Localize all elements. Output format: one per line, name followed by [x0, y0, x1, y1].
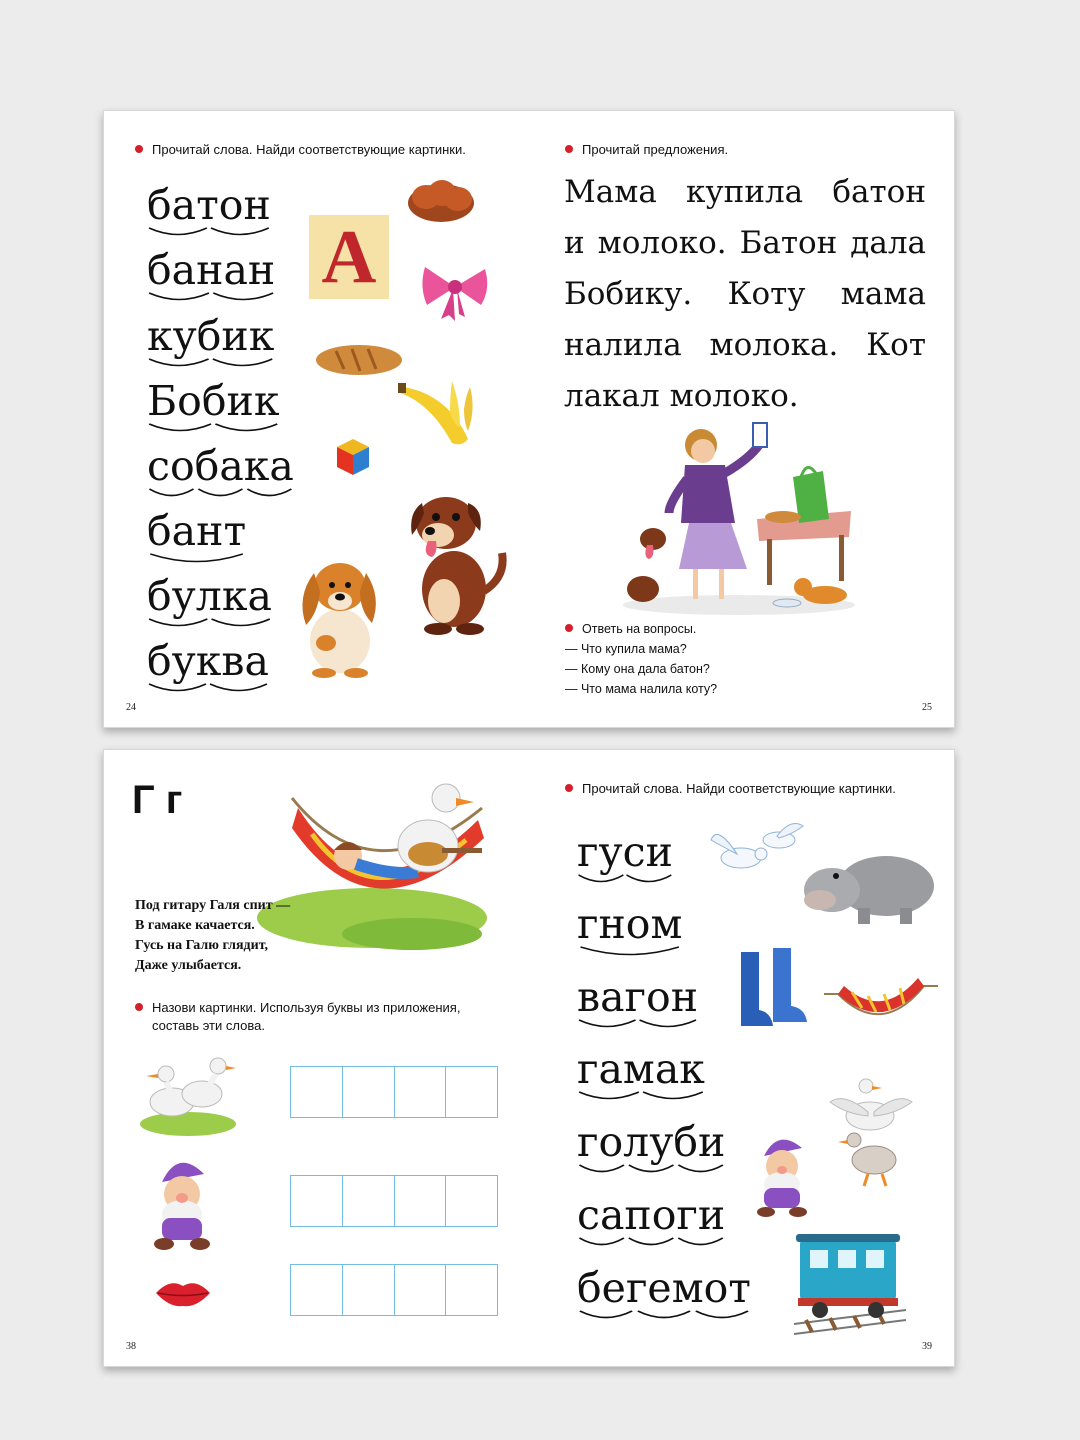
book-spread-1 — [103, 110, 955, 728]
book-spread-2 — [103, 749, 955, 1367]
letter-cell[interactable] — [291, 1265, 343, 1315]
question-line: — Что купила мама? — [565, 642, 687, 656]
geese-illustration — [138, 1046, 238, 1138]
bullet-icon — [565, 624, 573, 632]
hammock-illustration — [822, 968, 940, 1030]
syllable-arcs — [577, 1162, 725, 1178]
mother-feeding-pets-illustration — [619, 419, 859, 615]
instruction-text: Прочитай слова. Найди соответствующие картинки. — [582, 781, 896, 796]
paragraph-line: и молоко. Батон дала — [564, 225, 926, 261]
letter-grid[interactable] — [290, 1264, 498, 1316]
instruction-read-words — [565, 781, 896, 796]
paragraph-line: Мама купила батон — [564, 174, 926, 210]
syllable-arcs — [577, 944, 682, 960]
letter-cell[interactable] — [343, 1176, 395, 1226]
letter-cell[interactable] — [446, 1265, 497, 1315]
gnome-illustration — [142, 1152, 222, 1252]
syllable-arcs — [577, 1235, 725, 1251]
instruction-name-pictures — [135, 999, 460, 1035]
paragraph-line: лакал молоко. — [564, 378, 799, 414]
question-line: — Кому она дала батон? — [565, 662, 710, 676]
letter-cell[interactable] — [395, 1176, 447, 1226]
reading-word: сапоги — [577, 1195, 725, 1236]
page-number: 39 — [922, 1341, 932, 1352]
hippo-illustration — [802, 846, 940, 926]
syllable-arcs — [147, 225, 271, 241]
syllable-arcs — [147, 616, 272, 632]
reading-word: булка — [147, 576, 272, 617]
reading-paragraph — [564, 167, 926, 422]
reading-word: гном — [577, 904, 682, 945]
boots-illustration — [737, 948, 811, 1032]
reading-word: собака — [147, 446, 294, 487]
letter-cell[interactable] — [343, 1265, 395, 1315]
syllable-arcs — [147, 356, 274, 372]
geese-illustration — [824, 1072, 916, 1190]
questions-block — [565, 619, 717, 699]
lips-illustration — [154, 1278, 212, 1308]
questions-title: Ответь на вопросы. — [565, 619, 717, 639]
poem-line: Гусь на Галю глядит, — [135, 938, 269, 953]
instruction-read-sentences — [565, 142, 728, 157]
banana-illustration — [390, 373, 482, 449]
letter-cell[interactable] — [446, 1067, 497, 1117]
bow-illustration — [419, 259, 491, 321]
hammock-goose-illustration — [252, 768, 520, 952]
syllable-arcs — [147, 681, 269, 697]
letter-cell[interactable] — [395, 1265, 447, 1315]
page-number: 25 — [922, 702, 932, 713]
instruction-text: Прочитай слова. Найди соответствующие картинки. — [152, 142, 466, 157]
paragraph-line: налила молока. Кот — [564, 327, 926, 363]
poem-line: Под гитару Галя спит — — [135, 898, 291, 913]
syllable-arcs — [147, 421, 279, 437]
reading-word: батон — [147, 185, 271, 226]
cube-illustration — [333, 437, 373, 477]
paragraph-line: Бобику. Коту мама — [564, 276, 926, 312]
letter-grid[interactable] — [290, 1175, 498, 1227]
syllable-arcs — [577, 1017, 698, 1033]
reading-word: голуби — [577, 1122, 725, 1163]
instruction-text: Прочитай предложения. — [582, 142, 729, 157]
instruction-read-words — [135, 142, 466, 157]
letter-cell[interactable] — [343, 1067, 395, 1117]
letter-cell[interactable] — [291, 1067, 343, 1117]
page-number: 38 — [126, 1341, 136, 1352]
letter-card — [309, 215, 389, 299]
syllable-arcs — [577, 1308, 751, 1324]
syllable-arcs — [577, 1089, 705, 1105]
reading-word: гуси — [577, 832, 673, 873]
wagon-illustration — [790, 1228, 910, 1340]
letter-cell[interactable] — [395, 1067, 447, 1117]
bullet-icon — [135, 145, 143, 153]
bread-illustration — [314, 343, 404, 377]
big-letters-heading: Г г — [132, 778, 183, 822]
poem-line: Даже улыбается. — [135, 958, 242, 973]
letter-card-letter: А — [321, 215, 377, 299]
spaniel-illustration — [290, 547, 384, 679]
reading-word: гамак — [577, 1049, 705, 1090]
bullet-icon — [565, 784, 573, 792]
letter-cell[interactable] — [291, 1176, 343, 1226]
reading-word: Бобик — [147, 381, 279, 422]
bullet-icon — [135, 1003, 143, 1011]
instruction-text: Назови картинки. Используя буквы из приложения, — [152, 1000, 461, 1015]
doves-illustration — [707, 818, 807, 884]
letter-cell[interactable] — [446, 1176, 497, 1226]
reading-word: вагон — [577, 977, 698, 1018]
loaf-illustration — [406, 173, 476, 225]
reading-word: бегемот — [577, 1268, 751, 1309]
reading-word: кубик — [147, 316, 274, 357]
instruction-text: составь эти слова. — [152, 1018, 265, 1033]
reading-word: бант — [147, 511, 246, 552]
syllable-arcs — [147, 486, 294, 502]
reading-word: буква — [147, 641, 269, 682]
gnome-illustration — [750, 1130, 816, 1218]
question-line: — Что мама налила коту? — [565, 682, 718, 696]
poem-line: В гамаке качается. — [135, 918, 255, 933]
letter-grid[interactable] — [290, 1066, 498, 1118]
syllable-arcs — [147, 551, 246, 567]
page-number: 24 — [126, 702, 136, 713]
bullet-icon — [565, 145, 573, 153]
syllable-arcs — [577, 872, 673, 888]
syllable-arcs — [147, 290, 275, 306]
brown-dog-illustration — [398, 483, 510, 635]
poem — [135, 896, 290, 976]
reading-word: банан — [147, 250, 275, 291]
